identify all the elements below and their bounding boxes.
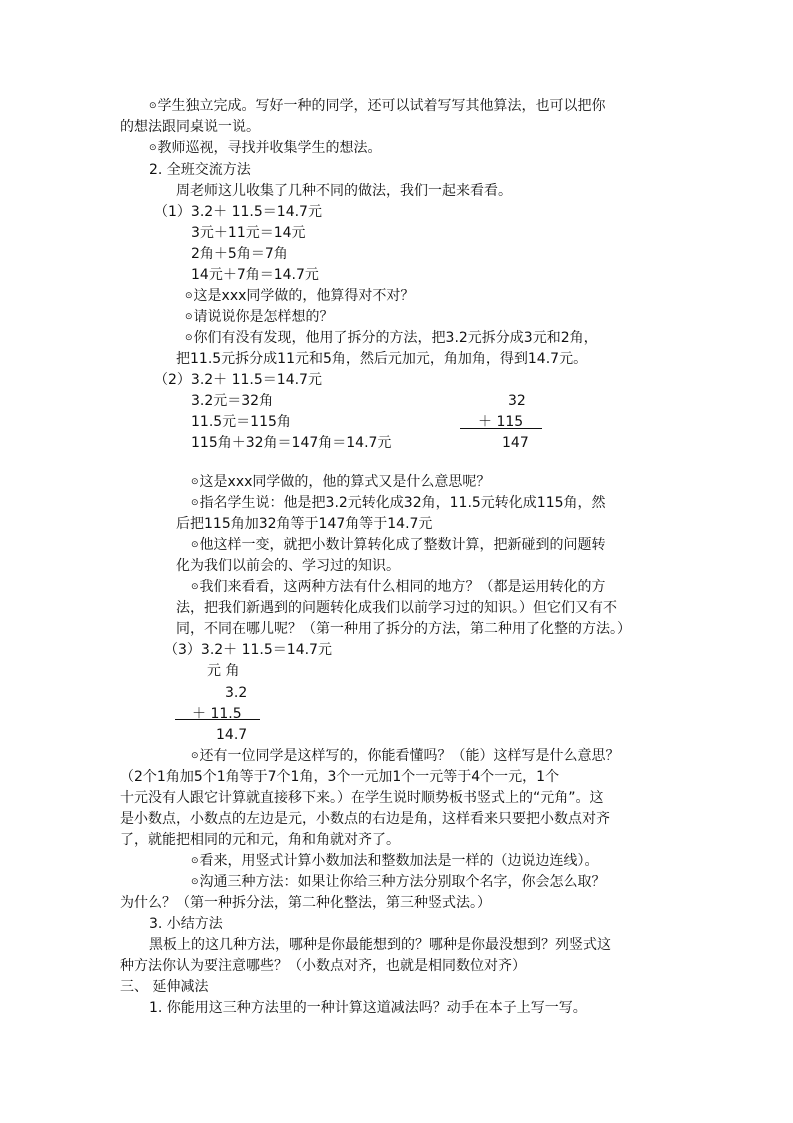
vertical-unit-header: 元 角 xyxy=(207,663,240,679)
equation-line: 2角＋5角＝7角 xyxy=(191,246,288,262)
bullet-icon: ⊙ xyxy=(191,856,199,866)
paragraph-line: 周老师这儿收集了几种不同的做法，我们一起来看看。 xyxy=(176,183,512,199)
paragraph-line: ⊙他这样一变，就把小数计算转化成了整数计算，把新碰到的问题转 xyxy=(191,537,606,553)
paragraph-line: ⊙你们有没有发现，他用了拆分的方法，把3.2元拆分成3元和2角， xyxy=(185,330,598,346)
paragraph-line: ⊙教师巡视，寻找并收集学生的想法。 xyxy=(149,140,382,156)
section-heading: 3. 小结方法 xyxy=(149,916,223,932)
method-heading: （1）3.2＋ 11.5＝14.7元 xyxy=(154,204,322,220)
bullet-icon: ⊙ xyxy=(191,877,199,887)
paragraph-line: 法，把我们新遇到的问题转化成我们以前学习过的知识。）但它们又有不 xyxy=(176,600,617,616)
vertical-addend-bottom: ＋ 11.5 xyxy=(192,706,242,722)
equation-line: 14元＋7角＝14.7元 xyxy=(191,267,319,283)
paragraph-line: 同，不同在哪儿呢？（第一种用了拆分的方法，第二种用了化整的方法。） xyxy=(176,621,631,637)
bullet-icon: ⊙ xyxy=(191,540,199,550)
paragraph-line: 的想法跟同桌说一说。 xyxy=(120,119,260,135)
paragraph-line: 黑板上的这几种方法，哪种是你最能想到的？哪种是你最没想到？列竖式这 xyxy=(149,937,611,953)
vertical-addend-bottom: ＋ 115 xyxy=(478,414,524,430)
paragraph-line: 化为我们以前会的、学习过的知识。 xyxy=(176,558,400,574)
equation-line: 3元＋11元＝14元 xyxy=(191,225,306,241)
paragraph-line: ⊙我们来看看，这两种方法有什么相同的地方？（都是运用转化的方 xyxy=(191,579,606,595)
paragraph-line: ⊙这是xxx同学做的，他的算式又是什么意思呢？ xyxy=(191,474,491,490)
bullet-icon: ⊙ xyxy=(185,333,193,343)
section-heading: 1. 你能用这三种方法里的一种计算这道减法吗？动手在本子上写一写。 xyxy=(149,1000,587,1016)
vertical-result: 147 xyxy=(502,435,529,451)
paragraph-line: 十元没有人跟它计算就直接移下来。）在学生说时顺势板书竖式上的“元角”。这 xyxy=(120,790,604,806)
bullet-icon: ⊙ xyxy=(149,101,157,111)
method-heading: （3）3.2＋ 11.5＝14.7元 xyxy=(164,642,332,658)
equation-line: 11.5元＝115角 xyxy=(191,414,291,430)
bullet-icon: ⊙ xyxy=(185,291,193,301)
paragraph-line: ⊙这是xxx同学做的，他算得对不对？ xyxy=(185,288,415,304)
equation-line: 3.2元＝32角 xyxy=(191,393,274,409)
paragraph-line: 把11.5元拆分成11元和5角，然后元加元，角加角，得到14.7元。 xyxy=(176,351,588,367)
paragraph-line: ⊙学生独立完成。写好一种的同学，还可以试着写写其他算法，也可以把你 xyxy=(149,98,606,114)
paragraph-line: 后把115角加32角等于147角等于14.7元 xyxy=(176,516,433,532)
bullet-icon: ⊙ xyxy=(191,582,199,592)
paragraph-line: 是小数点，小数点的左边是元，小数点的右边是角，这样看来只要把小数点对齐 xyxy=(120,811,610,827)
paragraph-line: ⊙指名学生说：他是把3.2元转化成32角，11.5元转化成115角，然 xyxy=(191,495,606,511)
vertical-addend-top: 3.2 xyxy=(225,685,248,701)
bullet-icon: ⊙ xyxy=(185,312,193,322)
paragraph-line: ⊙沟通三种方法：如果让你给三种方法分别取个名字，你会怎么取？ xyxy=(191,874,606,890)
paragraph-line: ⊙看来，用竖式计算小数加法和整数加法是一样的（边说边连线）。 xyxy=(191,853,599,869)
paragraph-line: 种方法你认为要注意哪些？（小数点对齐，也就是相同数位对齐） xyxy=(120,958,526,974)
paragraph-line: ⊙还有一位同学是这样写的，你能看懂吗？（能）这样写是什么意思？ xyxy=(191,748,620,764)
vertical-sum-line xyxy=(460,428,542,429)
bullet-icon: ⊙ xyxy=(191,477,199,487)
vertical-addend-top: 32 xyxy=(508,393,526,409)
section-heading: 2. 全班交流方法 xyxy=(149,162,251,178)
paragraph-line: （2个1角加5个1角等于7个1角，3个一元加1个一元等于4个一元，1个 xyxy=(120,769,560,785)
paragraph-line: 了，就能把相同的元和元，角和角就对齐了。 xyxy=(120,832,400,848)
method-heading: （2）3.2＋ 11.5＝14.7元 xyxy=(154,372,322,388)
paragraph-line: 为什么？（第一种拆分法，第二种化整法，第三种竖式法。） xyxy=(120,895,491,911)
bullet-icon: ⊙ xyxy=(191,751,199,761)
equation-line: 115角＋32角＝147角＝14.7元 xyxy=(191,435,392,451)
paragraph-line: ⊙请说说你是怎样想的？ xyxy=(185,309,334,325)
bullet-icon: ⊙ xyxy=(149,143,157,153)
vertical-sum-line xyxy=(175,719,260,720)
bullet-icon: ⊙ xyxy=(191,498,199,508)
chapter-heading: 三、 延伸减法 xyxy=(120,979,209,995)
vertical-result: 14.7 xyxy=(216,727,248,743)
